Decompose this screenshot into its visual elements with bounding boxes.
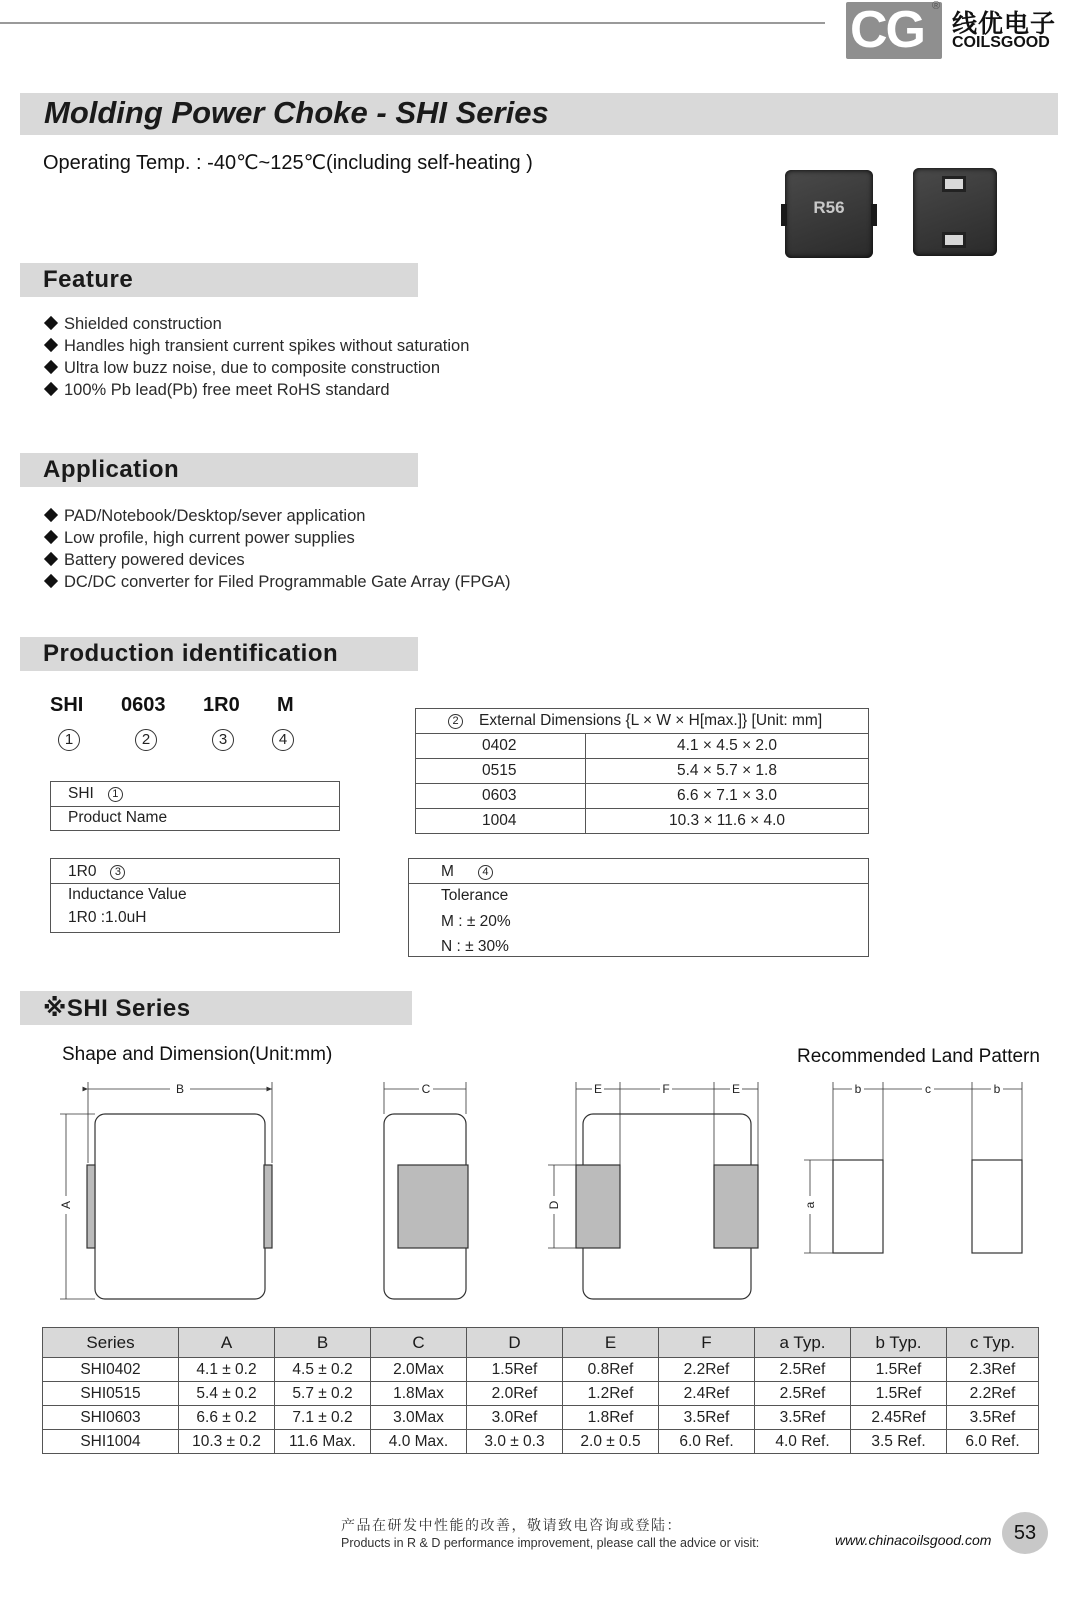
text-label: DC/DC converter for Filed Programmable Gate Array (FPGA): [64, 573, 511, 591]
table-header-cell: c Typ.: [947, 1328, 1039, 1358]
table-cell: 4.5 ± 0.2: [275, 1358, 371, 1382]
table-header-cell: B: [275, 1328, 371, 1358]
land-label-c: c: [925, 1082, 931, 1096]
table-cell: 2.5Ref: [755, 1382, 851, 1406]
table-cell: 1.5Ref: [851, 1358, 947, 1382]
list-item: [46, 571, 511, 593]
text-label: Shielded construction: [64, 315, 222, 333]
diamond-bullet-icon: [44, 360, 58, 374]
land-label-b-left: b: [854, 1082, 862, 1096]
footer-note-cn: 产品在研发中性能的改善，敬请致电咨询或登陆：: [341, 1518, 682, 1534]
text-label: Handles high transient current spikes without saturation: [64, 337, 470, 355]
company-name-en: COILSGOOD: [952, 34, 1050, 51]
text-label: 1R0: [68, 863, 97, 880]
table-cell: 7.1 ± 0.2: [275, 1406, 371, 1430]
registered-mark: ®: [932, 0, 941, 12]
part-code-tolerance: M: [277, 694, 294, 716]
table-cell: 0603: [416, 784, 586, 809]
table-cell: 5.4 × 5.7 × 1.8: [586, 759, 869, 784]
table-row: [416, 784, 869, 809]
table-cell: 1.5Ref: [851, 1382, 947, 1406]
table-cell: 4.0 Ref.: [755, 1430, 851, 1454]
table-cell: 10.3 ± 0.2: [179, 1430, 275, 1454]
circled-number: 2: [448, 714, 463, 729]
feature-heading: Feature: [43, 266, 134, 293]
table-header-cell: C: [371, 1328, 467, 1358]
page-title: Molding Power Choke - SHI Series: [44, 95, 549, 130]
dimension-drawing: [0, 1070, 1077, 1310]
product-marking: R56: [813, 198, 845, 217]
diamond-bullet-icon: [44, 316, 58, 330]
land-label-b-right: b: [993, 1082, 1001, 1096]
feature-section-header: [20, 263, 418, 297]
text-label: External Dimensions {L × W × H[max.]} [Unit: mm]: [479, 712, 823, 729]
table-cell: 3.5Ref: [947, 1406, 1039, 1430]
table-cell: 3.0 ± 0.3: [467, 1430, 563, 1454]
list-item: [46, 379, 469, 401]
table-cell: 6.6 ± 0.2: [179, 1406, 275, 1430]
diamond-bullet-icon: [44, 382, 58, 396]
footer-note-en: Products in R & D performance improvement, please call the advice or visit:: [341, 1536, 760, 1550]
list-item: [46, 549, 511, 571]
table-cell: 1.5Ref: [467, 1358, 563, 1382]
table-header-row: [43, 1328, 1039, 1358]
side-view-pad: [398, 1165, 468, 1248]
application-section-header: [20, 453, 418, 487]
table-cell: 2.5Ref: [755, 1358, 851, 1382]
table-header-cell: F: [659, 1328, 755, 1358]
production-id-section-header: [20, 637, 418, 671]
header-rule: [0, 22, 825, 24]
operating-temp: Operating Temp. : -40℃~125℃(including self-heating ): [43, 152, 533, 174]
table-cell: 11.6 Max.: [275, 1430, 371, 1454]
production-id-heading: Production identification: [43, 640, 339, 667]
list-item: [46, 313, 469, 335]
table-cell: 6.6 × 7.1 × 3.0: [586, 784, 869, 809]
text-label: Ultra low buzz noise, due to composite construction: [64, 359, 441, 377]
table-row: [43, 1406, 1039, 1430]
text-label: M: [441, 863, 454, 880]
circled-number: 1: [58, 729, 80, 751]
table-cell: 4.1 × 4.5 × 2.0: [586, 734, 869, 759]
bottom-view-pad-right: [714, 1165, 758, 1248]
application-heading: Application: [43, 456, 180, 483]
dim-label-e-right: E: [731, 1082, 741, 1096]
text-label: SHI: [68, 785, 94, 802]
diamond-bullet-icon: [44, 530, 58, 544]
table-cell: 3.5 Ref.: [851, 1430, 947, 1454]
dim-label-d: D: [547, 1200, 561, 1210]
part-code-size: 0603: [121, 694, 166, 716]
land-pad-right: [972, 1160, 1022, 1253]
diamond-bullet-icon: [44, 508, 58, 522]
list-item: [46, 357, 469, 379]
diamond-bullet-icon: [44, 552, 58, 566]
table-row: [416, 809, 869, 834]
company-logo: CG: [846, 2, 942, 59]
table-cell: [416, 709, 869, 734]
land-label-a: a: [803, 1201, 817, 1209]
external-dimensions-table: [415, 708, 869, 834]
table-cell: 3.0Ref: [467, 1406, 563, 1430]
circled-number: 2: [135, 729, 157, 751]
tolerance-box: M 4 Tolerance M : ± 20% N : ± 30%: [408, 858, 869, 957]
dim-label-f: F: [662, 1082, 670, 1096]
diamond-bullet-icon: [44, 574, 58, 588]
land-pad-left: [833, 1160, 883, 1253]
table-cell: 1004: [416, 809, 586, 834]
feature-list: [46, 313, 469, 401]
part-code-inductance: 1R0: [203, 694, 240, 716]
page-number: 53: [1002, 1512, 1048, 1554]
table-row: [43, 1430, 1039, 1454]
product-photo-top: [785, 170, 873, 258]
table-cell: SHI0402: [43, 1358, 179, 1382]
title-bar: [20, 93, 1058, 135]
list-item: [46, 505, 511, 527]
table-cell: 2.3Ref: [947, 1358, 1039, 1382]
table-cell: 0402: [416, 734, 586, 759]
table-cell: 4.1 ± 0.2: [179, 1358, 275, 1382]
shi-series-section-header: [20, 991, 412, 1025]
text-label: PAD/Notebook/Desktop/sever application: [64, 507, 366, 525]
terminal-pad-bottom: [942, 232, 966, 248]
table-cell: 1.8Max: [371, 1382, 467, 1406]
table-cell: 2.0 ± 0.5: [563, 1430, 659, 1454]
table-cell: 2.4Ref: [659, 1382, 755, 1406]
table-header-cell: a Typ.: [755, 1328, 851, 1358]
table-cell: 3.5Ref: [755, 1406, 851, 1430]
table-cell: 5.7 ± 0.2: [275, 1382, 371, 1406]
table-row: [416, 734, 869, 759]
part-code-series: SHI: [50, 694, 84, 716]
table-cell: 6.0 Ref.: [947, 1430, 1039, 1454]
table-row: [416, 759, 869, 784]
table-cell: 2.2Ref: [947, 1382, 1039, 1406]
website-link[interactable]: www.chinacoilsgood.com: [835, 1532, 992, 1548]
dim-label-c: C: [421, 1082, 431, 1096]
table-cell: 1.2Ref: [563, 1382, 659, 1406]
table-header-cell: b Typ.: [851, 1328, 947, 1358]
circled-number: 1: [108, 787, 123, 802]
top-view-terminal-right: [264, 1165, 272, 1248]
table-header-cell: Series: [43, 1328, 179, 1358]
table-row: [416, 709, 869, 734]
table-cell: SHI1004: [43, 1430, 179, 1454]
dim-label-a: A: [59, 1200, 73, 1210]
dim-label-e-left: E: [593, 1082, 603, 1096]
table-header-cell: D: [467, 1328, 563, 1358]
list-item: [46, 527, 511, 549]
table-header-cell: A: [179, 1328, 275, 1358]
table-cell: 2.45Ref: [851, 1406, 947, 1430]
text-label: Low profile, high current power supplies: [64, 529, 355, 547]
table-cell: 5.4 ± 0.2: [179, 1382, 275, 1406]
shape-dimension-title: Shape and Dimension(Unit:mm): [62, 1044, 333, 1065]
table-cell: SHI0515: [43, 1382, 179, 1406]
top-view-terminal-left: [87, 1165, 95, 1248]
table-cell: 0.8Ref: [563, 1358, 659, 1382]
table-cell: 6.0 Ref.: [659, 1430, 755, 1454]
bottom-view-pad-left: [576, 1165, 620, 1248]
company-name-cn: 线优电子: [952, 9, 1057, 38]
table-cell: 2.0Max: [371, 1358, 467, 1382]
inductance-value-box: 1R0 3 Inductance Value 1R0 :1.0uH: [50, 858, 340, 933]
circled-number: 4: [478, 865, 493, 880]
table-cell: 3.0Max: [371, 1406, 467, 1430]
land-pattern-title: Recommended Land Pattern: [797, 1046, 1040, 1067]
table-header-cell: E: [563, 1328, 659, 1358]
product-name-box: SHI 1 Product Name: [50, 781, 340, 831]
product-photo-bottom: [913, 168, 997, 256]
text-label: Battery powered devices: [64, 551, 245, 569]
series-spec-table: [42, 1327, 1039, 1454]
table-row: [43, 1358, 1039, 1382]
list-item: [46, 335, 469, 357]
table-cell: SHI0603: [43, 1406, 179, 1430]
dim-label-b: B: [175, 1082, 185, 1096]
table-cell: 1.8Ref: [563, 1406, 659, 1430]
table-row: [43, 1382, 1039, 1406]
shi-series-heading: ※SHI Series: [43, 995, 191, 1022]
table-cell: 0515: [416, 759, 586, 784]
table-cell: 10.3 × 11.6 × 4.0: [586, 809, 869, 834]
text-label: 100% Pb lead(Pb) free meet RoHS standard: [64, 381, 390, 399]
table-cell: 4.0 Max.: [371, 1430, 467, 1454]
table-cell: 2.2Ref: [659, 1358, 755, 1382]
circled-number: 4: [272, 729, 294, 751]
diamond-bullet-icon: [44, 338, 58, 352]
application-list: [46, 505, 511, 593]
circled-number: 3: [212, 729, 234, 751]
top-view-body: [95, 1114, 265, 1299]
table-cell: 3.5Ref: [659, 1406, 755, 1430]
circled-number: 3: [110, 865, 125, 880]
terminal-pad-top: [942, 176, 966, 192]
table-cell: 2.0Ref: [467, 1382, 563, 1406]
